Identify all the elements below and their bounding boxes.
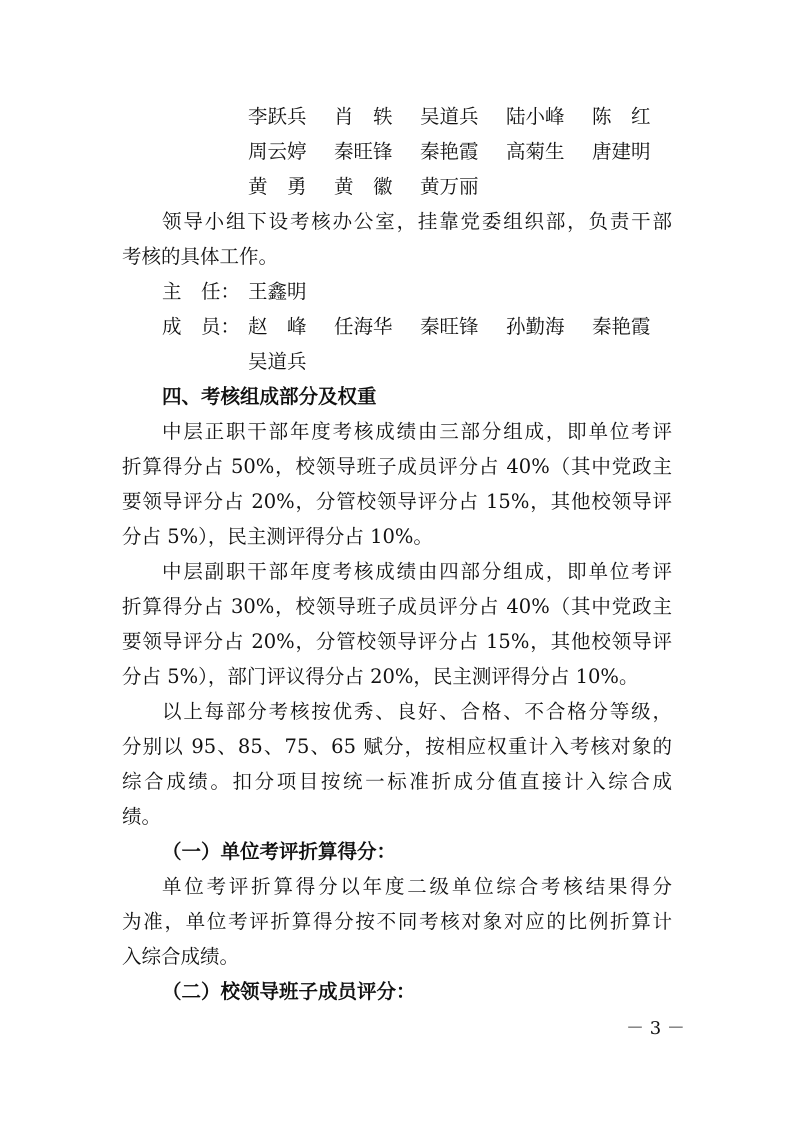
member-name: 秦旺锋 — [420, 315, 479, 338]
member-name: 高菊生 — [506, 140, 565, 163]
member-name: 陈 红 — [592, 105, 651, 128]
paragraph-line: 要领导评分占 20%，分管校领导评分占 15%，其他校领导评 — [122, 630, 672, 653]
office-members-label: 成 员： — [162, 315, 241, 338]
member-name: 吴道兵 — [420, 105, 479, 128]
paragraph-line: 要领导评分占 20%，分管校领导评分占 15%，其他校领导评 — [122, 490, 672, 513]
member-name: 黄 勇 — [248, 175, 307, 198]
member-name: 吴道兵 — [248, 350, 307, 373]
paragraph-line: 中层副职干部年度考核成绩由四部分组成，即单位考评 — [162, 560, 672, 583]
paragraph-line: 中层正职干部年度考核成绩由三部分组成，即单位考评 — [162, 420, 672, 443]
paragraph-line: 分别以 95、85、75、65 赋分，按相应权重计入考核对象的 — [122, 735, 672, 758]
member-row — [0, 103, 793, 131]
member-row — [0, 173, 793, 201]
office-director-label: 主 任： — [162, 280, 241, 303]
office-intro-line: 领导小组下设考核办公室，挂靠党委组织部，负责干部 — [162, 210, 672, 233]
subsection-heading: （一）单位考评折算得分： — [162, 840, 397, 863]
member-name: 唐建明 — [592, 140, 651, 163]
paragraph-line: 分占 5%），民主测评得分占 10%。 — [122, 525, 433, 548]
paragraph-line: 折算得分占 30%，校领导班子成员评分占 40%（其中党政主 — [122, 595, 672, 618]
member-name: 李跃兵 — [248, 105, 307, 128]
member-name: 秦艳霞 — [420, 140, 479, 163]
paragraph-line: 分占 5%），部门评议得分占 20%，民主测评得分占 10%。 — [122, 665, 639, 688]
paragraph-line: 单位考评折算得分以年度二级单位综合考核结果得分 — [162, 875, 672, 898]
member-name: 孙勤海 — [506, 315, 565, 338]
member-name: 秦艳霞 — [592, 315, 651, 338]
paragraph-line: 绩。 — [122, 805, 162, 828]
office-members-row — [0, 313, 793, 341]
member-row — [0, 138, 793, 166]
member-name: 任海华 — [334, 315, 393, 338]
member-name: 黄 徽 — [334, 175, 393, 198]
office-director-name: 王鑫明 — [248, 280, 307, 303]
subsection-heading: （二）校领导班子成员评分： — [162, 980, 416, 1003]
member-name: 周云婷 — [248, 140, 307, 163]
section-heading: 四、考核组成部分及权重 — [162, 385, 377, 408]
paragraph-line: 以上每部分考核按优秀、良好、合格、不合格分等级， — [162, 700, 672, 723]
paragraph-line: 为准，单位考评折算得分按不同考核对象对应的比例折算计 — [122, 910, 672, 933]
paragraph-line: 入综合成绩。 — [122, 945, 240, 968]
member-name: 陆小峰 — [506, 105, 565, 128]
member-name: 肖 轶 — [334, 105, 393, 128]
page-number: － 3 － — [626, 1018, 685, 1039]
paragraph-line: 折算得分占 50%，校领导班子成员评分占 40%（其中党政主 — [122, 455, 672, 478]
office-intro-line: 考核的具体工作。 — [122, 245, 279, 268]
member-name: 秦旺锋 — [334, 140, 393, 163]
member-name: 赵 峰 — [248, 315, 307, 338]
member-name: 黄万丽 — [420, 175, 479, 198]
paragraph-line: 综合成绩。扣分项目按统一标准折成分值直接计入综合成 — [122, 770, 672, 793]
